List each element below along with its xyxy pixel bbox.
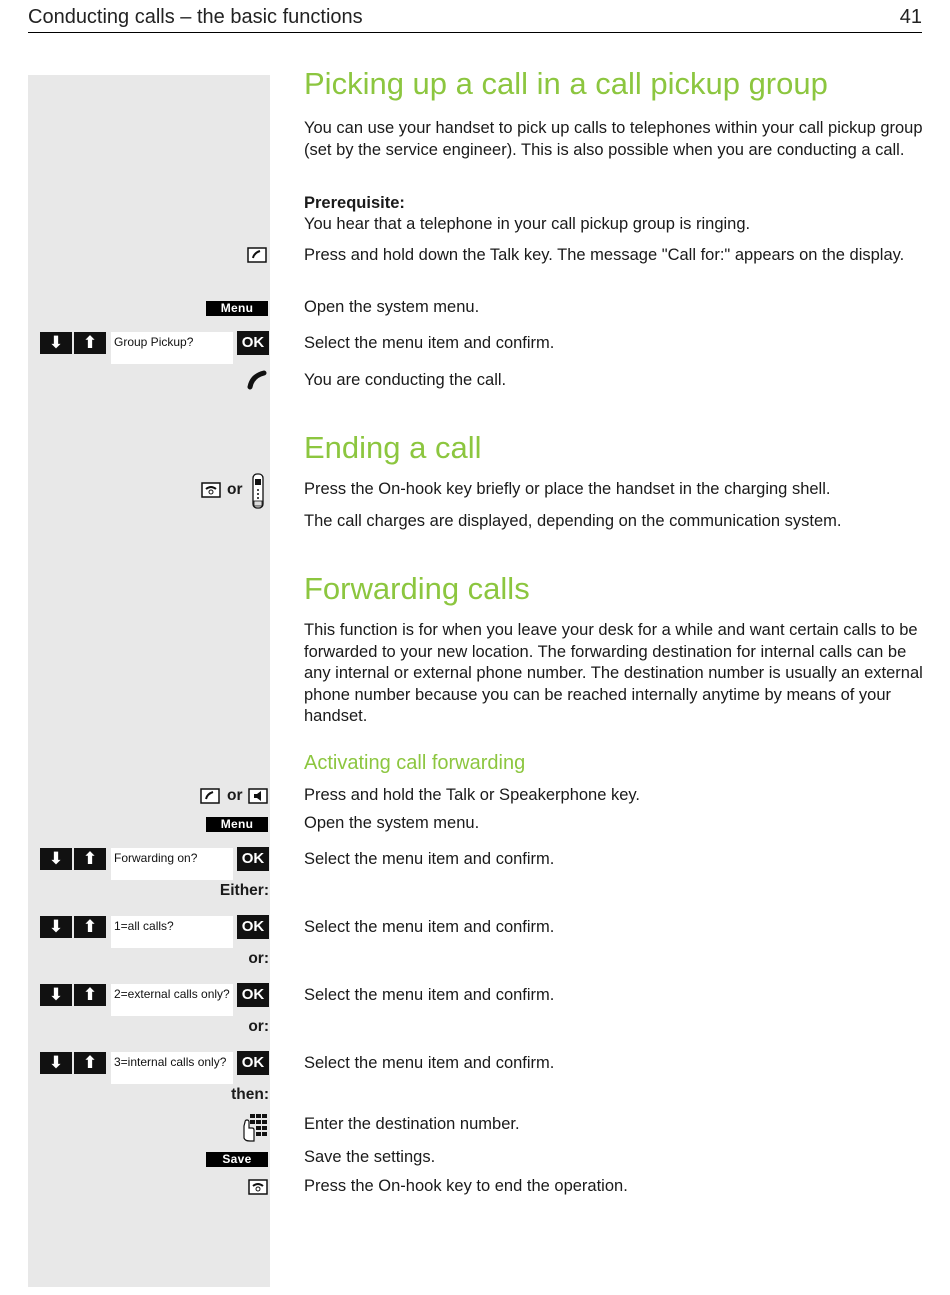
forwarding-intro: This function is for when you leave your desk for a while and want certain calls to be forwarded to your new location. The forwarding destination for internal calls can be any internal or external phone number. The destination number is usually an external phone number because you can be reached internally anytime by means of your handset. xyxy=(304,621,923,725)
display-forwarding-on: Forwarding on? xyxy=(111,848,233,880)
forwarding-step-1: Press and hold the Talk or Speakerphone key. xyxy=(304,786,641,804)
down-arrow-key-icon[interactable]: ⬇ xyxy=(40,1052,72,1074)
ending-step-1: Press the On-hook key briefly or place the handset in the charging shell. xyxy=(304,480,831,498)
forwarding-step-5: Select the menu item and confirm. xyxy=(304,986,555,1004)
section-title-forwarding: Forwarding calls xyxy=(304,571,530,606)
ok-key[interactable]: OK xyxy=(237,915,269,939)
pickup-step-3: Select the menu item and confirm. xyxy=(304,334,555,352)
up-arrow-key-icon[interactable]: ⬆ xyxy=(74,984,106,1006)
keypad-icon xyxy=(241,1112,269,1142)
ok-key[interactable]: OK xyxy=(237,847,269,871)
prerequisite-text: You hear that a telephone in your call pickup group is ringing. xyxy=(304,215,751,233)
subsection-title-activating: Activating call forwarding xyxy=(304,752,526,774)
display-all-calls: 1=all calls? xyxy=(111,916,233,948)
then-label: then: xyxy=(231,1086,269,1103)
down-arrow-key-icon[interactable]: ⬇ xyxy=(40,984,72,1006)
forwarding-step-3: Select the menu item and confirm. xyxy=(304,850,555,868)
pickup-step-1: Press and hold down the Talk key. The message "Call for:" appears on the display. xyxy=(304,246,905,264)
section-title-pickup: Picking up a call in a call pickup group xyxy=(304,66,828,101)
forwarding-step-8: Save the settings. xyxy=(304,1148,436,1166)
display-internal-calls: 3=internal calls only? xyxy=(111,1052,233,1084)
display-group-pickup: Group Pickup? xyxy=(111,332,233,364)
pickup-step-4: You are conducting the call. xyxy=(304,371,507,389)
speakerphone-key-icon xyxy=(248,788,268,804)
page-header-title: Conducting calls – the basic functions xyxy=(28,6,363,28)
forwarding-step-2: Open the system menu. xyxy=(304,814,480,832)
forwarding-step-6: Select the menu item and confirm. xyxy=(304,1054,555,1072)
talk-key-icon xyxy=(200,788,220,804)
forwarding-step-4: Select the menu item and confirm. xyxy=(304,918,555,936)
down-arrow-key-icon[interactable]: ⬇ xyxy=(40,848,72,870)
instruction-sidebar xyxy=(28,75,270,1287)
charging-shell-icon xyxy=(251,473,265,509)
or-connector: or xyxy=(227,481,243,498)
menu-softkey[interactable]: Menu xyxy=(206,301,268,316)
down-arrow-key-icon[interactable]: ⬇ xyxy=(40,916,72,938)
header-divider xyxy=(28,32,922,33)
ending-step-2: The call charges are displayed, depending on the communication system. xyxy=(304,512,842,530)
or-label: or: xyxy=(248,1018,269,1035)
up-arrow-key-icon[interactable]: ⬆ xyxy=(74,848,106,870)
either-label: Either: xyxy=(219,882,269,899)
up-arrow-key-icon[interactable]: ⬆ xyxy=(74,916,106,938)
up-arrow-key-icon[interactable]: ⬆ xyxy=(74,1052,106,1074)
save-softkey[interactable]: Save xyxy=(206,1152,268,1167)
ok-key[interactable]: OK xyxy=(237,983,269,1007)
on-hook-key-icon xyxy=(201,482,221,498)
or-label: or: xyxy=(248,950,269,967)
forwarding-step-7: Enter the destination number. xyxy=(304,1115,520,1133)
on-hook-key-icon xyxy=(248,1179,268,1195)
section-title-ending: Ending a call xyxy=(304,430,482,465)
talk-key-icon xyxy=(247,247,267,263)
handset-icon xyxy=(246,370,268,390)
ok-key[interactable]: OK xyxy=(237,1051,269,1075)
up-arrow-key-icon[interactable]: ⬆ xyxy=(74,332,106,354)
pickup-intro: You can use your handset to pick up calls to telephones within your call pickup group (set by the service engineer). This is also possible when you are conducting a call. xyxy=(304,119,923,159)
pickup-step-2: Open the system menu. xyxy=(304,298,480,316)
ok-key[interactable]: OK xyxy=(237,331,269,355)
down-arrow-key-icon[interactable]: ⬇ xyxy=(40,332,72,354)
display-external-calls: 2=external calls only? xyxy=(111,984,233,1016)
or-connector: or xyxy=(227,787,243,804)
menu-softkey[interactable]: Menu xyxy=(206,817,268,832)
forwarding-step-9: Press the On-hook key to end the operation. xyxy=(304,1177,628,1195)
page-number: 41 xyxy=(899,6,922,28)
prerequisite-label: Prerequisite: xyxy=(304,194,405,212)
